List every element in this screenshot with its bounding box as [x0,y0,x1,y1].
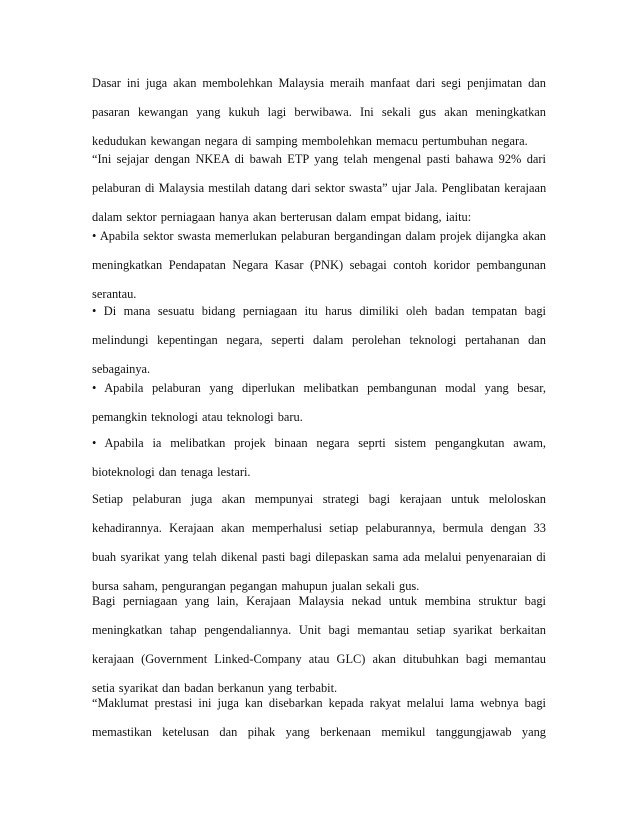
paragraph-line: “Maklumat prestasi ini juga kan disebarkan kepada rakyat melalui lama webnya bagi [92,696,546,710]
bullet-item-3 [92,380,546,425]
paragraph-4 [92,593,546,696]
paragraph-line: Dasar ini juga akan membolehkan Malaysia meraih manfaat dari segi penjimatan dan [92,76,546,90]
bullet-line: • Di mana sesuatu bidang perniagaan itu harus dimiliki oleh badan tempatan bagi [92,304,546,318]
paragraph-5 [92,695,546,740]
bullet-item-4 [92,435,546,480]
paragraph-line: meningkatkan tahap pengendaliannya. Unit bagi memantau setiap syarikat berkaitan [92,623,546,637]
paragraph-line: setia syarikat dan badan berkanun yang terbabit. [92,681,338,695]
bullet-line: bioteknologi dan tenaga lestari. [92,465,251,479]
bullet-item-2 [92,303,546,377]
paragraph-line: Setiap pelaburan juga akan mempunyai strategi bagi kerajaan untuk meloloskan [92,492,546,506]
paragraph-3 [92,491,546,594]
bullet-line: sebagainya. [92,362,151,376]
paragraph-line: kedudukan kewangan negara di samping membolehkan memacu pertumbuhan negara. [92,134,528,148]
paragraph-line: pasaran kewangan yang kukuh lagi berwibawa. Ini sekali gus akan meningkatkan [92,105,546,119]
bullet-line: • Apabila sektor swasta memerlukan pelaburan bergandingan dalam projek dijangka akan [92,229,546,243]
paragraph-line: memastikan ketelusan dan pihak yang berkenaan memikul tanggungjawab yang [92,725,546,739]
paragraph-line: bursa saham, pengurangan pegangan mahupun jualan sekali gus. [92,579,420,593]
paragraph-line: “Ini sejajar dengan NKEA di bawah ETP yang telah mengenal pasti bahawa 92% dari [92,152,546,166]
bullet-line: • Apabila pelaburan yang diperlukan melibatkan pembangunan modal yang besar, [92,381,546,395]
paragraph-1 [92,75,546,149]
bullet-line: serantau. [92,287,137,301]
bullet-line: melindungi kepentingan negara, seperti dalam perolehan teknologi pertahanan dan [92,333,546,347]
paragraph-line: buah syarikat yang telah dikenal pasti bagi dilepaskan sama ada melalui penyenaraian di [92,550,546,564]
paragraph-line: dalam sektor perniagaan hanya akan berterusan dalam empat bidang, iaitu: [92,210,472,224]
paragraph-2 [92,151,546,225]
bullet-item-1 [92,228,546,302]
paragraph-line: Bagi perniagaan yang lain, Kerajaan Malaysia nekad untuk membina struktur bagi [92,594,546,608]
bullet-line: meningkatkan Pendapatan Negara Kasar (PNK) sebagai contoh koridor pembangunan [92,258,546,272]
paragraph-line: kehadirannya. Kerajaan akan memperhalusi setiap pelaburannya, bermula dengan 33 [92,521,546,535]
bullet-line: pemangkin teknologi atau teknologi baru. [92,410,303,424]
bullet-line: • Apabila ia melibatkan projek binaan negara seprti sistem pengangkutan awam, [92,436,546,450]
paragraph-line: pelaburan di Malaysia mestilah datang dari sektor swasta” ujar Jala. Penglibatan kerajaan [92,181,547,195]
paragraph-line: kerajaan (Government Linked-Company atau GLC) akan ditubuhkan bagi memantau [92,652,546,666]
